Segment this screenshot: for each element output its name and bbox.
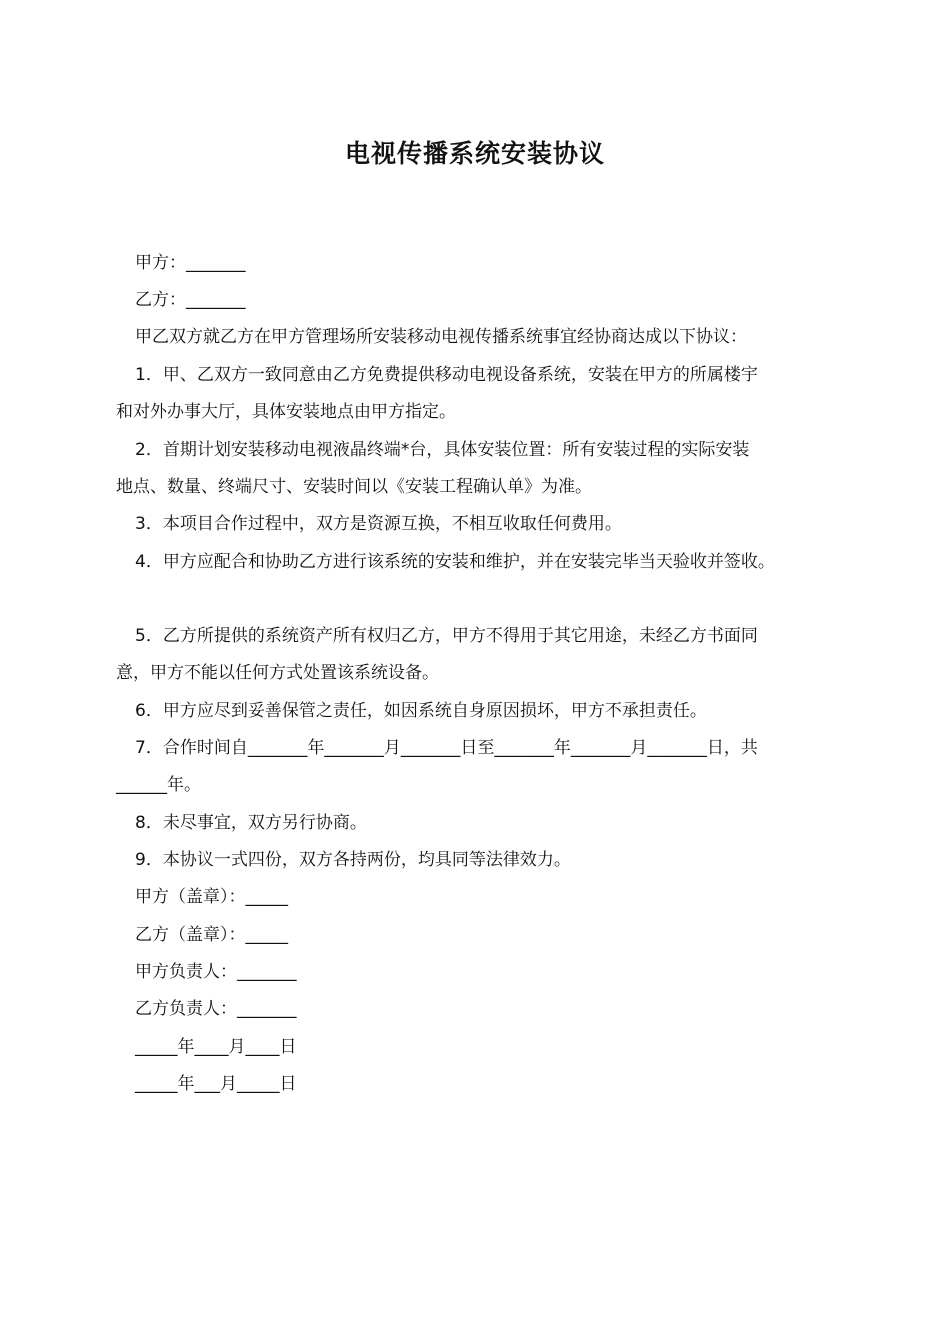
clause-9-line: 9．本协议一式四份，双方各持两份，均具同等法律效力。 [135, 850, 571, 870]
clause-6-line: 6．甲方应尽到妥善保管之责任，如因系统自身原因损坏，甲方不承担责任。 [135, 701, 707, 721]
document-title: 电视传播系统安装协议 [344, 139, 605, 168]
party-b-line: 乙方：_______ [135, 290, 246, 310]
clause-1-line-2: 和对外办事大厅，具体安装地点由甲方指定。 [116, 402, 456, 422]
party-a-line: 甲方：_______ [135, 253, 246, 273]
clause-1-line-1: 1．甲、乙双方一致同意由乙方免费提供移动电视设备系统，安装在甲方的所属楼宇 [135, 365, 758, 385]
clause-4-line: 4．甲方应配合和协助乙方进行该系统的安装和维护，并在安装完毕当天验收并签收。 [135, 552, 775, 572]
clause-5-line-1: 5．乙方所提供的系统资产所有权归乙方，甲方不得用于其它用途，未经乙方书面同 [135, 626, 758, 646]
clause-2-line-1: 2．首期计划安装移动电视液晶终端*台，具体安装位置：所有安装过程的实际安装 [135, 440, 750, 460]
date-line-2: _____年___月_____日 [135, 1074, 297, 1094]
clause-3-line: 3．本项目合作过程中，双方是资源互换，不相互收取任何费用。 [135, 514, 622, 534]
intro-line: 甲乙双方就乙方在甲方管理场所安装移动电视传播系统事宜经协商达成以下协议： [135, 327, 747, 347]
party-b-representative-line: 乙方负责人：_______ [135, 999, 297, 1019]
party-a-seal-line: 甲方（盖章）：_____ [135, 887, 288, 907]
clause-8-line: 8．未尽事宜，双方另行协商。 [135, 813, 367, 833]
party-a-representative-line: 甲方负责人：_______ [135, 962, 297, 982]
date-line-1: _____年____月____日 [135, 1037, 297, 1057]
party-b-seal-line: 乙方（盖章）：_____ [135, 925, 288, 945]
clause-7-line-1: 7．合作时间自_______年_______月_______日至_______年_______月_______日，共 [135, 738, 758, 758]
clause-2-line-2: 地点、数量、终端尺寸、安装时间以《安装工程确认单》为准。 [116, 477, 592, 497]
clause-7-line-2: ______年。 [116, 775, 201, 795]
clause-5-line-2: 意，甲方不能以任何方式处置该系统设备。 [116, 663, 439, 683]
